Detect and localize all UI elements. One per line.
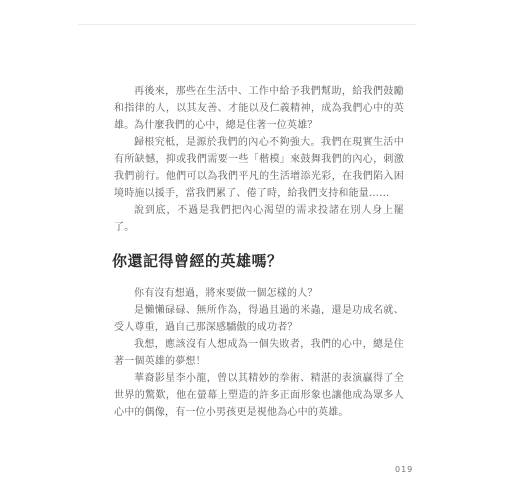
body-paragraph: 說到底，不過是我們把內心渴望的需求投諸在別人身上罷了。 (114, 205, 404, 233)
body-paragraph: 歸根究柢，是源於我們的內心不夠強大。我們在現實生活中有所缺憾，抑或我們需要一些「楷模」來鼓舞我們的內心，刺激我們前行。他們可以為我們平凡的生活增添光彩，在我們陷入困境時施以援手，當我們累了、倦了時，給我們支持和能量…… (114, 137, 404, 199)
page-number: 019 (395, 465, 414, 474)
body-paragraph: 你有沒有想過，將來要做一個怎樣的人？ (134, 288, 318, 299)
body-paragraph: 再後來，那些在生活中、工作中給予我們幫助，給我們鼓勵和指律的人，以其友善、才能以及仁義精神，成為我們心中的英雄。 (114, 86, 404, 131)
body-paragraph: 華裔影星李小龍，曾以其精妙的拳術、精湛的表演贏得了全世界的驚歎，他在螢幕上塑造的許多正面形象也讓他成為眾多人心中的偶像，有一位小男孩更是視他為心中的英雄。 (114, 373, 404, 418)
section-heading: 你還記得曾經的英雄嗎？ (112, 252, 283, 270)
body-paragraph: 是懶懶碌碌、無所作為，得過且過的米蟲，還是功成名就、受人尊重，過自己那深感驕傲的成功者？ (114, 305, 404, 333)
body-paragraph: 為什麼我們的心中，總是住著一位英雄？ (134, 120, 318, 131)
header-rule (78, 24, 416, 25)
body-paragraph: 我想，應該沒有人想成為一個失敗者，我們的心中，總是住著一個英雄的夢想！ (114, 339, 404, 367)
